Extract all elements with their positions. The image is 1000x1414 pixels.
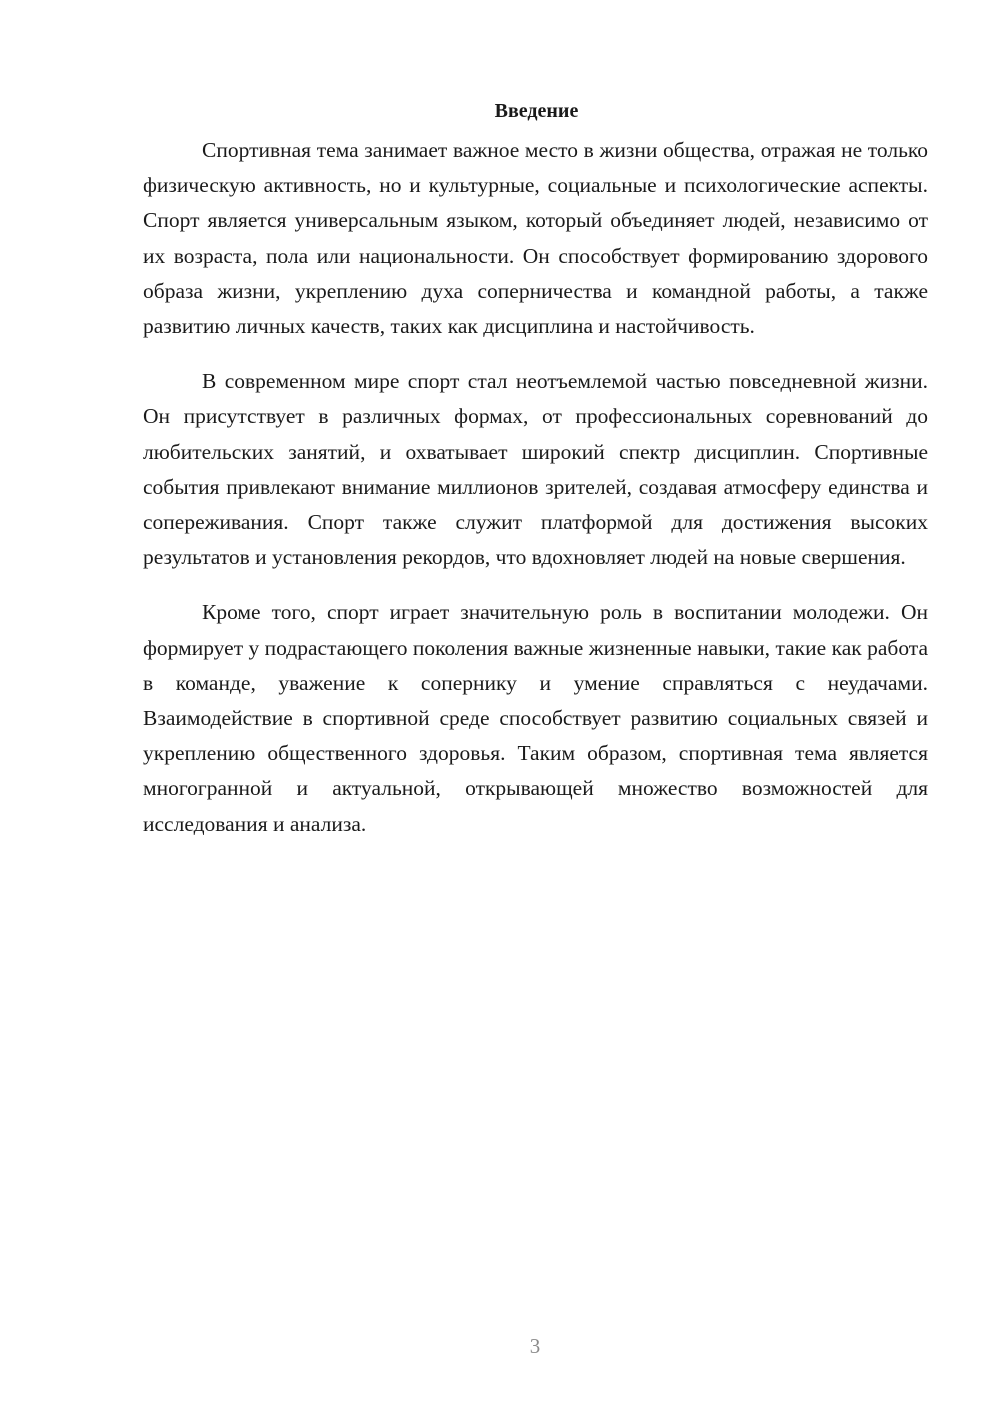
paragraph-2: В современном мире спорт стал неотъемлемой частью повседневной жизни. Он присутствует в различных формах, от профессиональных соревнований до любительских занятий, и охватывает широкий спектр дисциплин. Спортивные события привлекают внимание миллионов зрителей, создавая атмосферу единства и сопереживания. Спорт также служит платформой для достижения высоких результатов и установления рекордов, что вдохновляет людей на новые свершения. xyxy=(143,369,928,570)
page-content xyxy=(143,97,928,862)
page-number: 3 xyxy=(529,1334,541,1358)
paragraph-1: Спортивная тема занимает важное место в жизни общества, отражая не только физическую активность, но и культурные, социальные и психологические аспекты. Спорт является универсальным языком, который объединяет людей, независимо от их возраста, пола или национальности. Он способствует формированию здорового образа жизни, укреплению духа соперничества и командной работы, а также развитию личных качеств, таких как дисциплина и настойчивость. xyxy=(143,138,928,339)
paragraph-3: Кроме того, спорт играет значительную роль в воспитании молодежи. Он формирует у подрастающего поколения важные жизненные навыки, такие как работа в команде, уважение к сопернику и умение справляться с неудачами. Взаимодействие в спортивной среде способствует развитию социальных связей и укреплению общественного здоровья. Таким образом, спортивная тема является многогранной и актуальной, открывающей множество возможностей для исследования и анализа. xyxy=(143,600,928,836)
section-title: Введение xyxy=(494,100,579,122)
